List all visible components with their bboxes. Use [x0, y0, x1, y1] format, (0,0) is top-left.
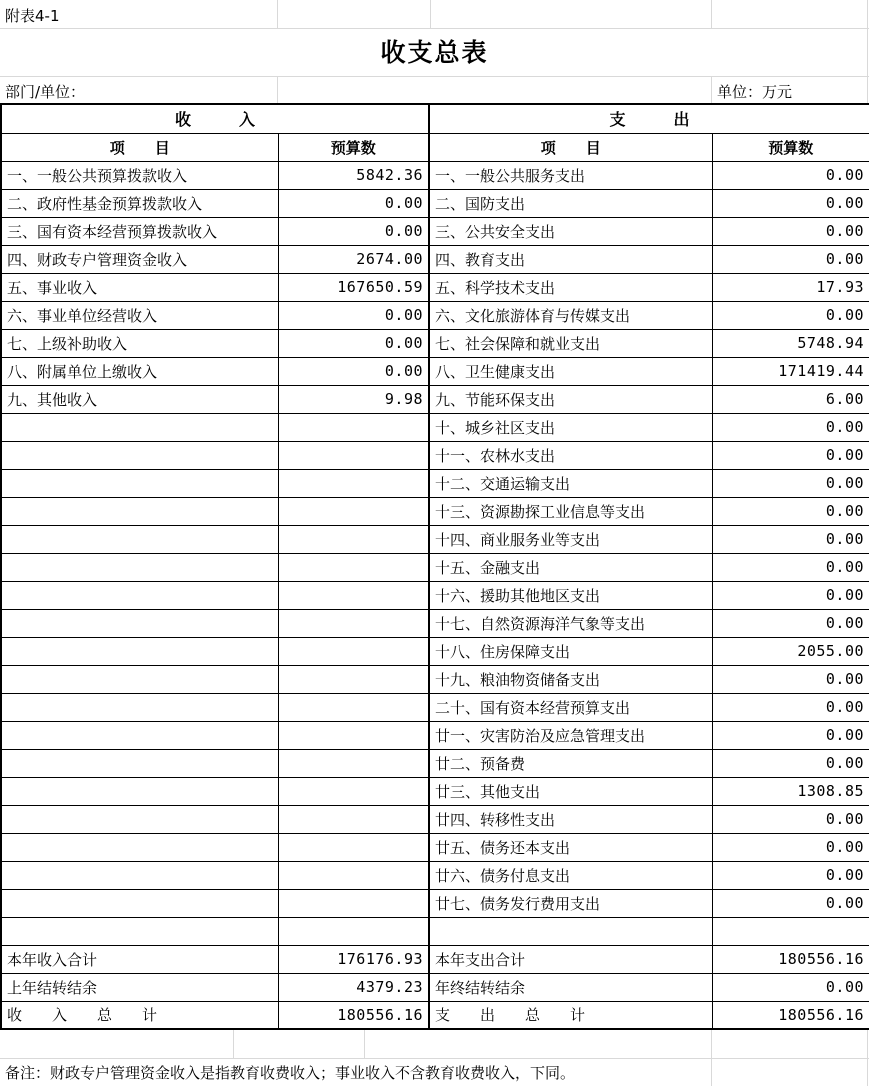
income-item-cell [1, 497, 278, 525]
expense-value-cell: 0.00 [712, 833, 869, 861]
column-header-row [1, 133, 869, 161]
table-row [1, 861, 869, 889]
table-body [1, 161, 869, 1029]
gridline-right-edge-bottom [867, 1029, 868, 1086]
table-row [1, 693, 869, 721]
income-value-cell [278, 889, 429, 917]
income-item-cell: 收 入 总 计 [1, 1001, 278, 1029]
expense-item-cell: 廿七、债务发行费用支出 [429, 889, 712, 917]
income-item-cell [1, 637, 278, 665]
income-item-cell [1, 581, 278, 609]
income-item-cell: 六、事业单位经营收入 [1, 301, 278, 329]
table-row [1, 721, 869, 749]
income-value-cell [278, 637, 429, 665]
department-unit-label: 部门/单位： [5, 83, 86, 101]
income-section-header: 收 入 [1, 104, 429, 133]
expense-item-cell: 一、一般公共服务支出 [429, 161, 712, 189]
expense-value-cell: 180556.16 [712, 1001, 869, 1029]
expense-value-cell: 17.93 [712, 273, 869, 301]
income-value-cell [278, 469, 429, 497]
expense-item-cell: 十、城乡社区支出 [429, 413, 712, 441]
expense-value-cell: 0.00 [712, 161, 869, 189]
table-row [1, 665, 869, 693]
gridline-col-a [277, 0, 278, 28]
income-item-cell [1, 413, 278, 441]
table-row [1, 889, 869, 917]
income-value-cell [278, 861, 429, 889]
expense-item-cell: 二十、国有资本经营预算支出 [429, 693, 712, 721]
gridline-bottom-col-3 [711, 1029, 712, 1086]
expense-item-cell: 十二、交通运输支出 [429, 469, 712, 497]
income-value-cell: 9.98 [278, 385, 429, 413]
income-value-cell: 5842.36 [278, 161, 429, 189]
expense-value-cell: 0.00 [712, 217, 869, 245]
income-item-cell [1, 469, 278, 497]
gridline-top-row-bottom [0, 28, 869, 29]
income-item-cell [1, 441, 278, 469]
expense-item-cell: 十九、粮油物资储备支出 [429, 665, 712, 693]
expense-value-cell: 0.00 [712, 721, 869, 749]
income-value-cell [278, 665, 429, 693]
expense-item-cell: 廿二、预备费 [429, 749, 712, 777]
table-row [1, 637, 869, 665]
expense-item-cell: 十八、住房保障支出 [429, 637, 712, 665]
income-item-cell [1, 525, 278, 553]
expense-value-cell: 0.00 [712, 245, 869, 273]
table-row [1, 525, 869, 553]
income-value-cell: 2674.00 [278, 245, 429, 273]
income-value-cell: 176176.93 [278, 945, 429, 973]
expense-item-cell: 廿四、转移性支出 [429, 805, 712, 833]
expense-value-cell: 5748.94 [712, 329, 869, 357]
table-row [1, 273, 869, 301]
table-row [1, 301, 869, 329]
expense-budget-column-header: 预算数 [712, 133, 869, 161]
expense-item-cell: 支 出 总 计 [429, 1001, 712, 1029]
income-value-cell [278, 609, 429, 637]
table-row [1, 413, 869, 441]
table-row [1, 609, 869, 637]
expense-value-cell: 6.00 [712, 385, 869, 413]
expense-value-cell: 171419.44 [712, 357, 869, 385]
expense-value-cell: 0.00 [712, 693, 869, 721]
income-value-cell: 0.00 [278, 189, 429, 217]
income-value-cell [278, 805, 429, 833]
expense-value-cell: 0.00 [712, 301, 869, 329]
income-value-cell [278, 441, 429, 469]
income-value-cell [278, 721, 429, 749]
income-value-cell [278, 413, 429, 441]
expense-value-cell: 0.00 [712, 497, 869, 525]
expense-item-cell: 八、卫生健康支出 [429, 357, 712, 385]
expense-item-cell: 九、节能环保支出 [429, 385, 712, 413]
expense-item-cell: 廿三、其他支出 [429, 777, 712, 805]
income-item-cell: 四、财政专户管理资金收入 [1, 245, 278, 273]
table-row [1, 777, 869, 805]
income-value-cell: 0.00 [278, 301, 429, 329]
income-item-cell [1, 693, 278, 721]
gridline-bottom-row-divider [0, 1058, 869, 1059]
expense-item-cell: 十五、金融支出 [429, 553, 712, 581]
income-item-cell [1, 665, 278, 693]
expense-item-cell: 七、社会保障和就业支出 [429, 329, 712, 357]
income-item-cell [1, 609, 278, 637]
expense-item-cell: 廿五、债务还本支出 [429, 833, 712, 861]
income-item-cell [1, 749, 278, 777]
expense-value-cell: 0.00 [712, 609, 869, 637]
expense-item-cell: 廿一、灾害防治及应急管理支出 [429, 721, 712, 749]
income-item-cell [1, 553, 278, 581]
table-row [1, 581, 869, 609]
table-header [1, 104, 869, 161]
expense-value-cell: 180556.16 [712, 945, 869, 973]
gridline-col-b [430, 0, 431, 28]
income-item-cell: 本年收入合计 [1, 945, 278, 973]
expense-value-cell: 0.00 [712, 441, 869, 469]
table-row [1, 357, 869, 385]
expense-item-cell: 五、科学技术支出 [429, 273, 712, 301]
expense-item-cell: 十七、自然资源海洋气象等支出 [429, 609, 712, 637]
sheet-reference: 附表4-1 [5, 7, 60, 25]
income-item-cell [1, 889, 278, 917]
income-value-cell: 0.00 [278, 217, 429, 245]
expense-value-cell: 0.00 [712, 581, 869, 609]
expense-value-cell: 0.00 [712, 749, 869, 777]
income-item-cell: 上年结转结余 [1, 973, 278, 1001]
income-budget-column-header: 预算数 [278, 133, 429, 161]
table-row [1, 917, 869, 945]
expense-item-cell: 年终结转结余 [429, 973, 712, 1001]
expense-item-cell: 十六、援助其他地区支出 [429, 581, 712, 609]
income-value-cell [278, 553, 429, 581]
table-row [1, 749, 869, 777]
income-item-cell [1, 721, 278, 749]
expense-value-cell: 0.00 [712, 805, 869, 833]
table-row [1, 217, 869, 245]
expense-item-cell: 三、公共安全支出 [429, 217, 712, 245]
expense-item-cell: 十三、资源勘探工业信息等支出 [429, 497, 712, 525]
table-row [1, 833, 869, 861]
income-item-column-header: 项 目 [1, 133, 278, 161]
expense-item-cell: 本年支出合计 [429, 945, 712, 973]
gridline-col-c [711, 0, 712, 28]
gridline-bottom-col-2 [364, 1029, 365, 1058]
expense-value-cell: 0.00 [712, 889, 869, 917]
expense-item-column-header: 项 目 [429, 133, 712, 161]
income-value-cell [278, 917, 429, 945]
expense-value-cell: 2055.00 [712, 637, 869, 665]
income-value-cell [278, 749, 429, 777]
table-row [1, 805, 869, 833]
income-item-cell: 八、附属单位上缴收入 [1, 357, 278, 385]
expense-value-cell: 0.00 [712, 189, 869, 217]
expense-value-cell: 1308.85 [712, 777, 869, 805]
expense-item-cell: 十四、商业服务业等支出 [429, 525, 712, 553]
expense-value-cell: 0.00 [712, 553, 869, 581]
table-row [1, 441, 869, 469]
expense-item-cell: 十一、农林水支出 [429, 441, 712, 469]
gridline-bottom-col-1 [233, 1029, 234, 1058]
income-item-cell [1, 805, 278, 833]
income-value-cell [278, 581, 429, 609]
income-value-cell: 4379.23 [278, 973, 429, 1001]
income-item-cell: 五、事业收入 [1, 273, 278, 301]
income-item-cell: 三、国有资本经营预算拨款收入 [1, 217, 278, 245]
income-item-cell: 一、一般公共预算拨款收入 [1, 161, 278, 189]
income-value-cell [278, 693, 429, 721]
income-value-cell [278, 497, 429, 525]
expense-section-header: 支 出 [429, 104, 869, 133]
table-row [1, 1001, 869, 1029]
expense-item-cell [429, 917, 712, 945]
income-value-cell: 180556.16 [278, 1001, 429, 1029]
gridline-col-a-dept-row [277, 76, 278, 103]
expense-item-cell: 二、国防支出 [429, 189, 712, 217]
expense-item-cell: 六、文化旅游体育与传媒支出 [429, 301, 712, 329]
table-row [1, 497, 869, 525]
income-item-cell [1, 861, 278, 889]
income-item-cell [1, 777, 278, 805]
table-row [1, 245, 869, 273]
income-item-cell: 九、其他收入 [1, 385, 278, 413]
currency-unit-label: 单位：万元 [717, 83, 793, 101]
table-row [1, 973, 869, 1001]
expense-value-cell: 0.00 [712, 525, 869, 553]
gridline-col-c-dept-row [711, 76, 712, 103]
income-item-cell: 二、政府性基金预算拨款收入 [1, 189, 278, 217]
expense-value-cell: 0.00 [712, 973, 869, 1001]
table-row [1, 161, 869, 189]
income-item-cell [1, 917, 278, 945]
table-row [1, 945, 869, 973]
table-row [1, 189, 869, 217]
table-row [1, 385, 869, 413]
income-value-cell [278, 833, 429, 861]
expense-value-cell [712, 917, 869, 945]
income-value-cell [278, 525, 429, 553]
income-value-cell: 0.00 [278, 357, 429, 385]
income-value-cell: 0.00 [278, 329, 429, 357]
expense-value-cell: 0.00 [712, 665, 869, 693]
income-item-cell: 七、上级补助收入 [1, 329, 278, 357]
table-row [1, 329, 869, 357]
table-row [1, 553, 869, 581]
expense-item-cell: 廿六、债务付息支出 [429, 861, 712, 889]
page-title: 收支总表 [380, 38, 489, 67]
table-row [1, 469, 869, 497]
income-value-cell [278, 777, 429, 805]
expense-value-cell: 0.00 [712, 413, 869, 441]
gridline-title-row-bottom [0, 76, 869, 77]
footnote: 备注：财政专户管理资金收入是指教育收费收入；事业收入不含教育收费收入，下同。 [5, 1064, 576, 1082]
expense-value-cell: 0.00 [712, 469, 869, 497]
income-value-cell: 167650.59 [278, 273, 429, 301]
income-item-cell [1, 833, 278, 861]
expense-item-cell: 四、教育支出 [429, 245, 712, 273]
income-expense-summary-table [0, 103, 869, 1030]
group-header-row [1, 104, 869, 133]
expense-value-cell: 0.00 [712, 861, 869, 889]
